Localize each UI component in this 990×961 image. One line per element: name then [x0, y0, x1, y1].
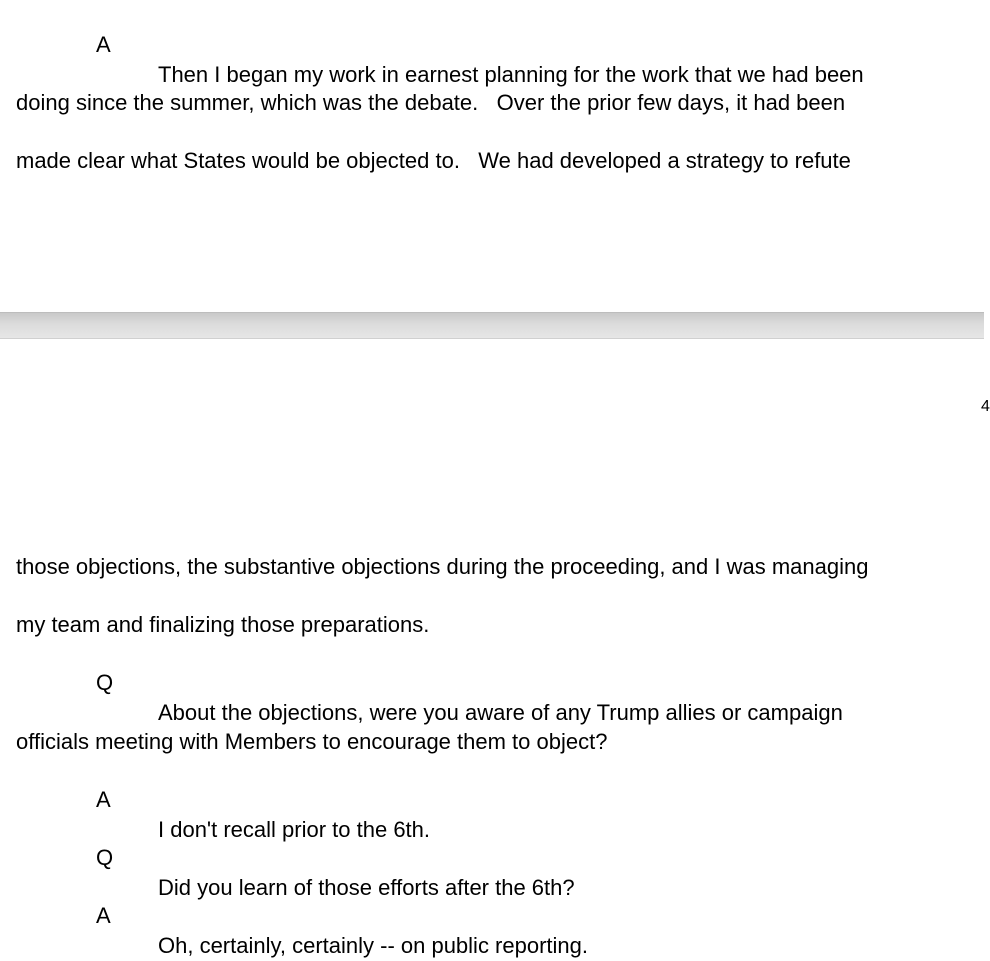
page-edge-mark: 4 [981, 398, 990, 415]
answer-text: made clear what States would be objected to. We had developed a strategy to refute [16, 148, 851, 173]
answer-text: Then I began my work in earnest planning for the work that we had been [158, 62, 864, 87]
question-text: Did you learn of those efforts after the 6th? [158, 875, 575, 900]
answer-text: I don't recall prior to the 6th. [158, 817, 431, 842]
speaker-label: Q [96, 845, 114, 870]
transcript-line [0, 755, 431, 842]
answer-text: my team and finalizing those preparations. [16, 612, 430, 637]
transcript-line [0, 522, 869, 579]
question-text: officials meeting with Members to encourage them to object? [16, 729, 608, 754]
transcript-line [0, 638, 843, 725]
transcript-line [0, 116, 851, 173]
question-text: About the objections, were you aware of any Trump allies or campaign [158, 700, 843, 725]
transcript-line [0, 0, 864, 87]
answer-text: doing since the summer, which was the debate. Over the prior few days, it had been [16, 90, 846, 115]
speaker-label: A [96, 32, 111, 57]
page-break-gap [0, 312, 984, 339]
transcript-line [0, 580, 430, 637]
answer-text: those objections, the substantive objections during the proceeding, and I was managing [16, 554, 869, 579]
speaker-label: A [96, 787, 111, 812]
speaker-label: A [96, 903, 111, 928]
speaker-label: Q [96, 670, 114, 695]
answer-text: Oh, certainly, certainly -- on public reporting. [158, 933, 588, 958]
